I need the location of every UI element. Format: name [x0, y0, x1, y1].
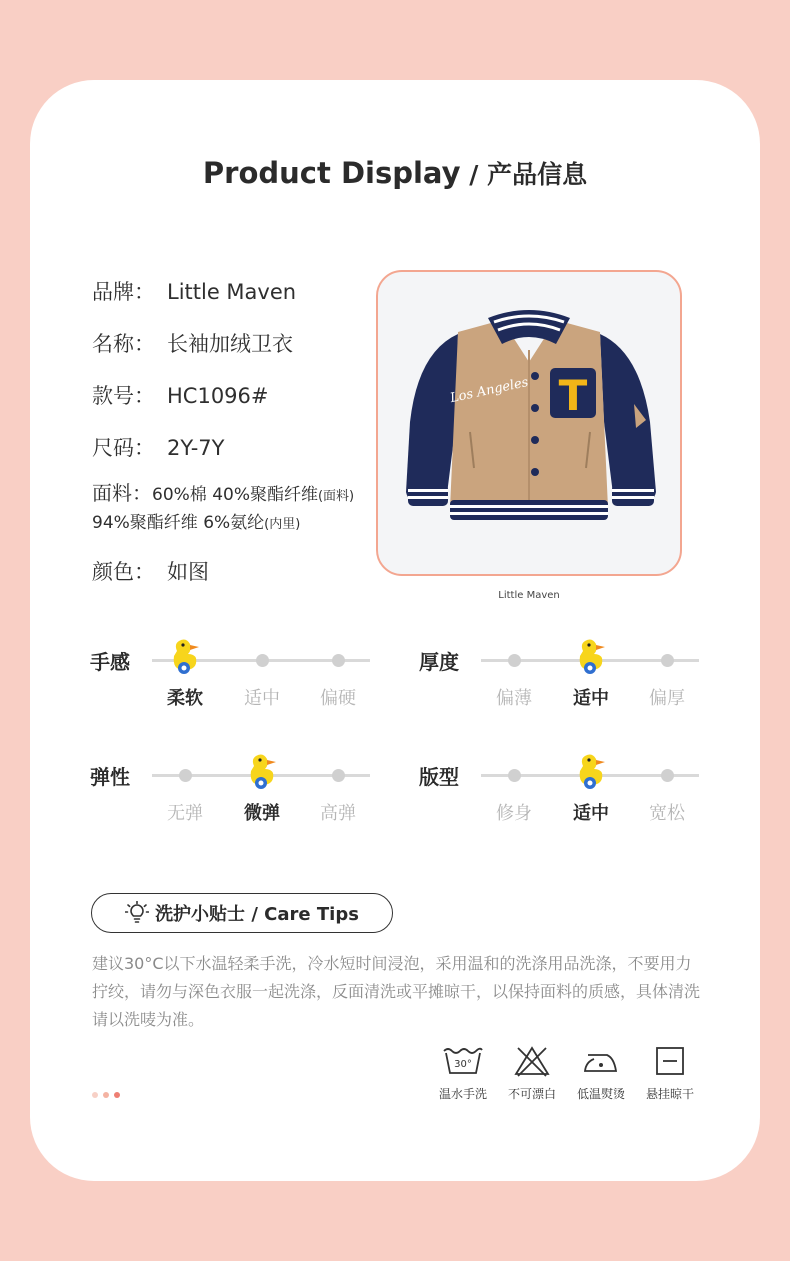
scale-hand-feel: [90, 632, 390, 722]
care-tips-pill: [91, 893, 393, 933]
spec-brand-value: Little Maven: [167, 280, 297, 304]
scale-elasticity: [90, 747, 390, 837]
scale-label: 厚度: [419, 650, 459, 674]
scale-label: 版型: [419, 765, 459, 789]
care-hang-dry: [635, 1045, 705, 1102]
spec-size-value: 2Y-7Y: [167, 436, 225, 460]
spec-name-label: 名称：: [92, 332, 155, 356]
duck-marker-icon: [245, 751, 279, 791]
low-iron-icon: [581, 1045, 621, 1077]
care-tips-label: 洗护小贴士 / Care Tips: [155, 904, 359, 925]
scale-option: 宽松: [649, 803, 685, 824]
scale-dot: [179, 769, 192, 782]
scale-option: 无弹: [167, 803, 203, 824]
spec-size-label: 尺码：: [92, 436, 155, 460]
spec-fabric-label: 面料：: [92, 481, 152, 505]
duck-marker-icon: [168, 636, 202, 676]
lightbulb-icon: [125, 901, 149, 925]
spec-color-label: 颜色：: [92, 560, 155, 584]
product-photo: [376, 270, 682, 576]
scale-thickness: [419, 632, 719, 722]
pager-dot: [103, 1092, 109, 1098]
scale-option: 修身: [496, 803, 532, 824]
scale-dot: [661, 654, 674, 667]
spec-model: [92, 380, 269, 410]
scale-option: 微弹: [244, 803, 280, 824]
scale-option: 适中: [573, 688, 609, 709]
scale-option: 柔软: [167, 688, 203, 709]
care-no-bleach: [497, 1045, 567, 1102]
spec-model-value: HC1096#: [167, 384, 269, 408]
patch-letter: T: [558, 371, 588, 420]
spec-fabric-lining: 94%聚酯纤维 6%氨纶: [92, 513, 265, 533]
scale-option: 偏厚: [649, 688, 685, 709]
scale-option: 高弹: [320, 803, 356, 824]
pager-dot-active: [114, 1092, 120, 1098]
scale-dot: [508, 769, 521, 782]
spec-name-value: 长袖加绒卫衣: [167, 332, 293, 356]
pager-dot: [92, 1092, 98, 1098]
scale-fit: [419, 747, 719, 837]
duck-marker-icon: [574, 751, 608, 791]
scale-label: 手感: [90, 650, 130, 674]
duck-marker-icon: [574, 636, 608, 676]
wash-temp: 30°: [454, 1059, 472, 1070]
spec-brand: [92, 276, 296, 306]
spec-model-label: 款号：: [92, 384, 155, 408]
scale-option: 偏硬: [320, 688, 356, 709]
care-hand-wash-caption: 温水手洗: [438, 1087, 487, 1101]
hang-dry-icon: [654, 1045, 686, 1077]
scale-label: 弹性: [90, 765, 130, 789]
page-title: Product Display / 产品信息: [202, 156, 588, 190]
scale-option: 适中: [244, 688, 280, 709]
no-bleach-icon: [512, 1045, 552, 1077]
spec-name: [92, 328, 293, 358]
spec-size: [92, 432, 224, 462]
care-low-iron: [566, 1045, 636, 1102]
photo-caption: Little Maven: [498, 590, 560, 601]
scale-dot: [256, 654, 269, 667]
care-low-iron-caption: 低温熨烫: [576, 1087, 625, 1101]
spec-color: [92, 556, 209, 586]
spec-fabric: [92, 480, 354, 538]
spec-color-value: 如图: [167, 560, 209, 584]
hand-wash-icon: [441, 1045, 485, 1077]
scale-dot: [332, 654, 345, 667]
spec-fabric-shell: 60%棉 40%聚酯纤维: [152, 485, 318, 505]
care-hang-dry-caption: 悬挂晾干: [645, 1087, 694, 1101]
care-no-bleach-caption: 不可漂白: [507, 1087, 556, 1101]
spec-fabric-shell-note: (面料): [317, 489, 355, 504]
care-instructions: 建议30°C以下水温轻柔手洗，冷水短时间浸泡，采用温和的洗涤用品洗涤，不要用力拧绞，请勿与深色衣服一起洗涤，反面清洗或平摊晾干，以保持面料的质感，具体清洗请以洗唛为准。: [92, 954, 701, 1029]
scale-option: 偏薄: [496, 688, 532, 709]
patch-script: Los Angeles: [448, 374, 530, 407]
care-hand-wash: [428, 1045, 498, 1102]
spec-brand-label: 品牌：: [92, 280, 155, 304]
spec-fabric-lining-note: (内里): [264, 517, 301, 532]
varsity-jacket-image: [378, 272, 680, 574]
scale-option: 适中: [573, 803, 609, 824]
scale-dot: [332, 769, 345, 782]
scale-dot: [508, 654, 521, 667]
scale-dot: [661, 769, 674, 782]
pager-dots: [92, 1092, 120, 1098]
